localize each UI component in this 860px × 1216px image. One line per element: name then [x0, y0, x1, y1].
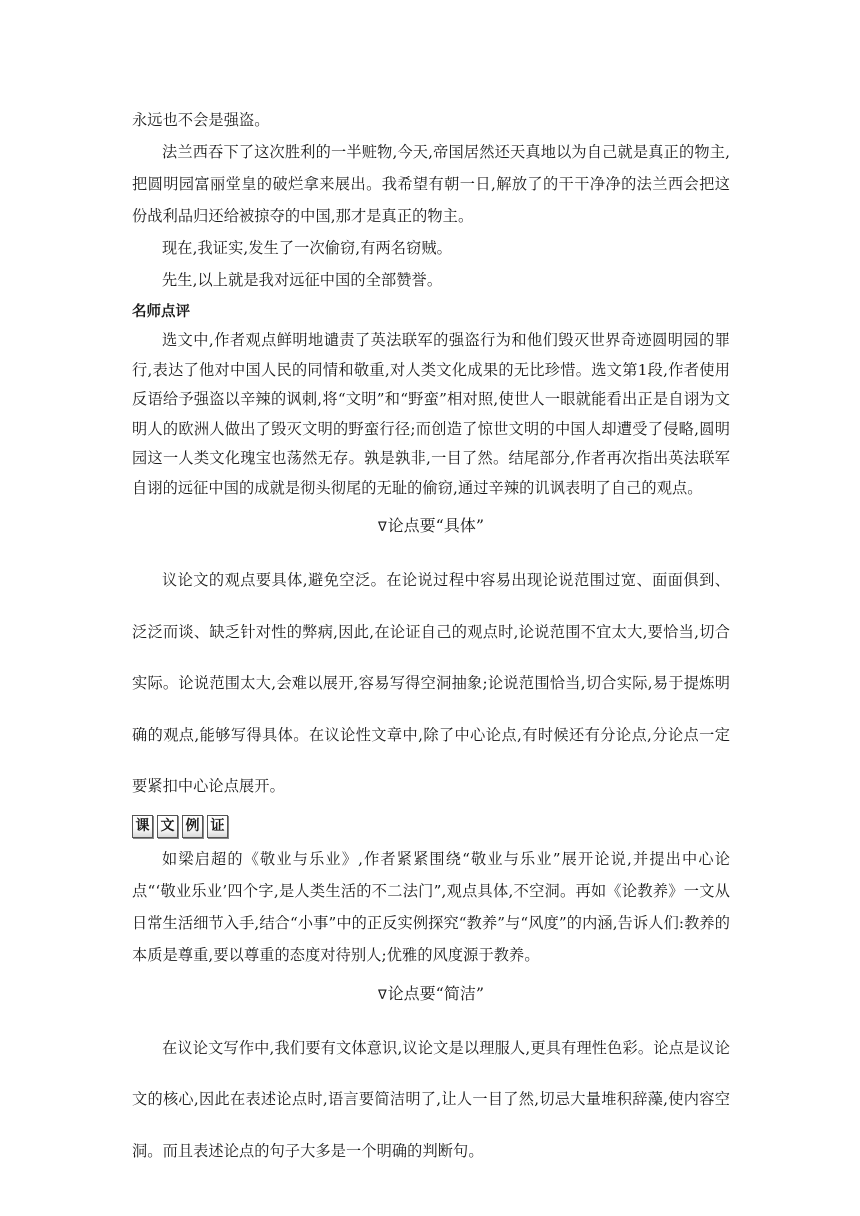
section-concise-text: 在议论文写作中,我们要有文体意识,议论文是以理服人,更具有理性色彩。论点是议论文的核心,因此在表述论点时,语言要简洁明了,让人一目了然,切忌大量堆积辞藻,使内容空洞。而且表述论点的句子大多是一个明确的判断句。	[132, 1038, 730, 1160]
example-heading-char: 文	[157, 815, 178, 838]
section-specific-text: 议论文的观点要具体,避免空泛。在论说过程中容易出现论说范围过宽、面面俱到、泛泛而谈、缺乏针对性的弊病,因此,在论证自己的观点时,论说范围不宜太大,要恰当,切合实际。论说范围太大,会难以展开,容易写得空洞抽象;论说范围恰当,切合实际,易于提炼明确的观点,能够写得具体。在议论性文章中,除了中心论点,有时候还有分论点,分论点一定要紧扣中心论点展开。	[132, 571, 730, 795]
example-heading-char: 证	[207, 815, 228, 838]
paragraph-top-2: 现在,我证实,发生了一次偷窃,有两名窃贼。	[162, 239, 452, 257]
section-title-specific-text: 论点要“具体”	[387, 516, 485, 535]
example-heading-char: 例	[182, 815, 203, 838]
triangle-marker-icon: ∇	[377, 520, 387, 535]
document-page	[132, 104, 730, 1177]
comment-label: 名师点评	[132, 304, 190, 320]
triangle-marker-icon: ∇	[377, 987, 387, 1003]
example-heading-char: 课	[132, 815, 153, 838]
section-title-specific	[132, 509, 730, 545]
section-title-concise-text: 论点要“简洁”	[387, 983, 485, 1003]
comment-text: 选文中,作者观点鲜明地谴责了英法联军的强盗行为和他们毁灭世界奇迹圆明园的罪行,表达了他对中国人民的同情和敬重,对人类文化成果的无比珍惜。选文第1段,作者使用反语给予强盗以辛辣的讽刺,将“文明”和“野蛮”相对照,使世人一眼就能看出正是自诩为文明人的欧洲人做出了毁灭文明的野蛮行径;而创造了惊世文明的中国人却遭受了侵略,圆明园这一人类文化瑰宝也荡然无存。孰是孰非,一目了然。结尾部分,作者再次指出英法联军自诩的远征中国的成就是彻头彻尾的无耻的偷窃,通过辛辣的讥讽表明了自己的观点。	[132, 331, 730, 497]
paragraph-top-3: 先生,以上就是我对远征中国的全部赞誉。	[162, 271, 443, 289]
paragraph-top-0: 永远也不会是强盗。	[132, 111, 270, 129]
example-text: 如梁启超的《敬业与乐业》,作者紧紧围绕“敬业与乐业”展开论说,并提出中心论点“‘敬业乐业’四个字,是人类生活的不二法门”,观点具体,不空洞。再如《论教养》一文从日常生活细节入手,结合“小事”中的正反实例探究“教养”与“风度”的内涵,告诉人们:教养的本质是尊重,要以尊重的态度对待别人;优雅的风度源于教养。	[132, 849, 730, 964]
example-heading	[132, 813, 730, 841]
section-title-concise	[132, 977, 730, 1013]
paragraph-top-1: 法兰西吞下了这次胜利的一半赃物,今天,帝国居然还天真地以为自己就是真正的物主,把圆明园富丽堂皇的破烂拿来展出。我希望有朝一日,解放了的干干净净的法兰西会把这份战利品归还给被掠夺的中国,那才是真正的物主。	[132, 143, 730, 225]
